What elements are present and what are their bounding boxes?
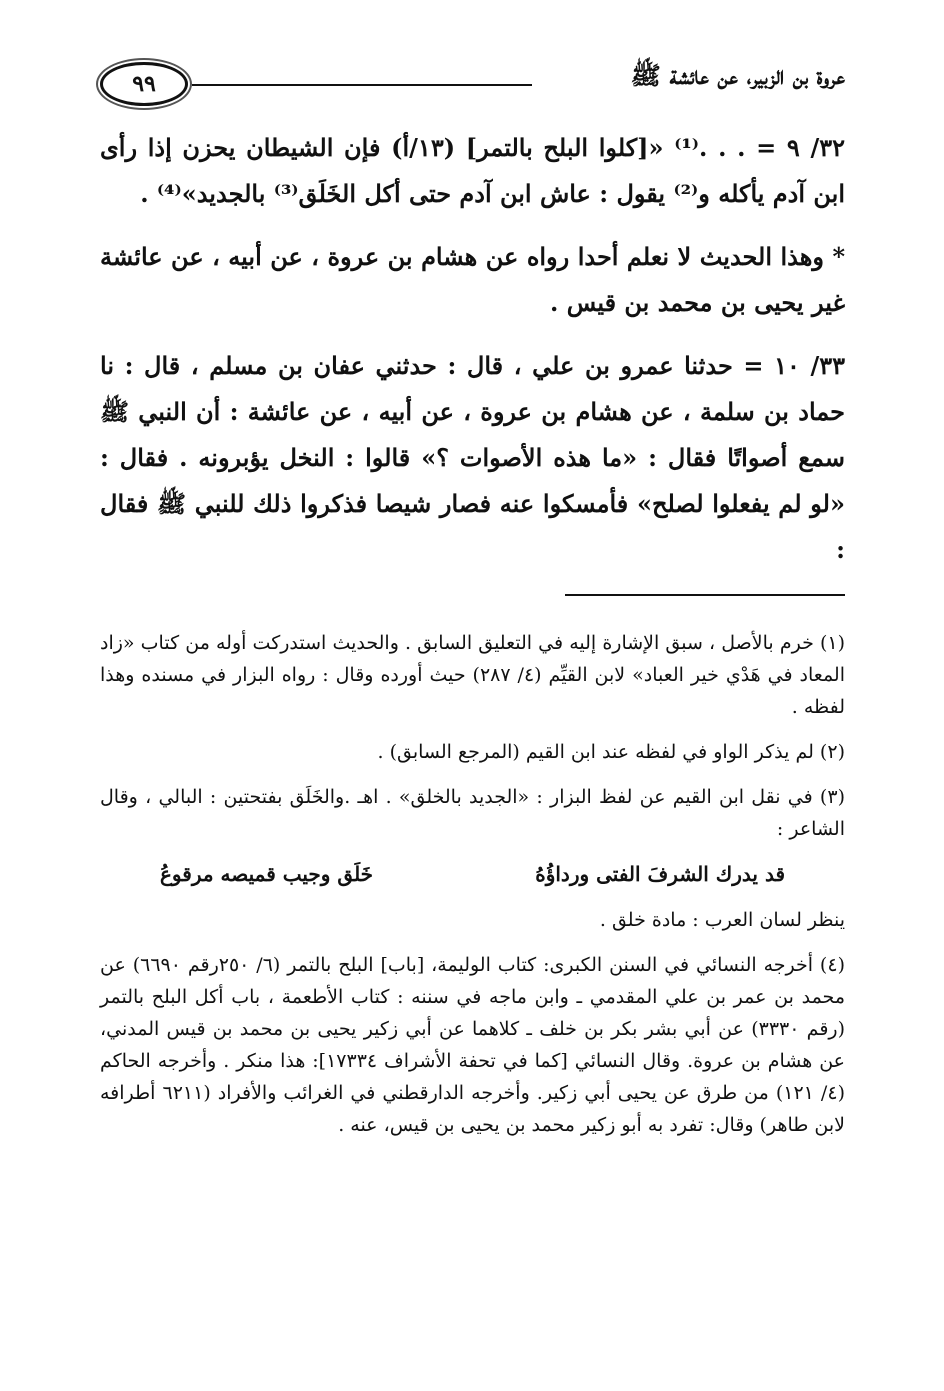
footnote-3: (٣) في نقل ابن القيم عن لفظ البزار : «الجديد بالخلق» . اهـ .والخَلَق بفتحتين : البالي ، وقال الشاعر :: [100, 786, 845, 840]
footnote-2: (٢) لم يذكر الواو في لفظه عند ابن القيم (المرجع السابق) .: [377, 741, 845, 763]
page-header: [100, 50, 845, 110]
hadith-33: ٣٣/ ١٠ = حدثنا عمرو بن علي ، قال : حدثني عفان بن مسلم ، قال : نا حماد بن سلمة ، عن هشام بن عروة ، عن أبيه ، عن عائشة : أن النبي ﷺ سمع أصواتًا فقال : «ما هذه الأصوات ؟» قالوا : النخل يؤبرونه . فقال : «لو لم يفعلوا لصلح» فأمسكوا عنه فصار شيصا فذكروا ذلك للنبي ﷺ فقال :: [100, 351, 846, 564]
footnotes: [100, 627, 845, 1154]
footnote-4: (٤) أخرجه النسائي في السنن الكبرى: كتاب الوليمة، [باب] البلح بالتمر (٦/ ٢٥٠رقم ٦٦٩٠) عن محمد بن عمر بن علي المقدمي ـ وابن ماجه في سننه : كتاب الأطعمة ، باب أكل البلح بالتمر (رقم ٣٣٣٠) عن أبي بشر بكر بن خلف ـ كلاهما عن أبي زكير يحيى بن محمد بن قيس المدني، عن هشام بن عروة. وقال النسائي [كما في تحفة الأشراف ١٧٣٣٤]: هذا منكر . وأخرجه الحاكم (٤/ ١٢١) من طرق عن يحيى أبي زكير. وأخرجه الدارقطني في الغرائب والأفراد (٦٢١١ أطرافه لابن طاهر) وقال: تفرد به أبو زكير محمد بن يحيى بن قيس، عنه .: [100, 954, 845, 1136]
running-title: عروة بن الزبير، عن عائشة ﷺ: [630, 61, 845, 90]
footnote-3-reference: ينظر لسان العرب : مادة خلق .: [599, 909, 845, 931]
hadith-32: ٣٢/ ٩ = . . .⁽¹⁾ «[كلوا البلح بالتمر] (١٣/أ) فإن الشيطان يحزن إذا رأى ابن آدم يأكله و⁽²⁾ يقول : عاش ابن آدم حتى أكل الخَلَق⁽³⁾ بالجديد»⁽⁴⁾ .: [100, 133, 846, 208]
commentary-paragraph: * وهذا الحديث لا نعلم أحدا رواه عن هشام بن عروة ، عن أبيه ، عن عائشة غير يحيى بن محمد بن قيس .: [100, 242, 845, 317]
poetry-verse: [160, 858, 785, 890]
main-text: [100, 125, 845, 590]
footnote-1: (١) خرم بالأصل ، سبق الإشارة إليه في التعليق السابق . والحديث استدركت أوله من كتاب «زاد المعاد في هَدْي خير العباد» لابن القيِّم (٤/ ٢٨٧) حيث أورده وقال : رواه البزار في مسنده وهذا لفظه .: [100, 632, 845, 718]
verse-second-hemistich: خَلَق وجيب قميصه مرقوعُ: [160, 862, 374, 886]
header-rule: [192, 84, 532, 86]
page-number: ٩٩: [132, 71, 156, 97]
page-number-badge: [100, 62, 188, 106]
footnote-separator: [565, 594, 845, 596]
verse-first-hemistich: قد يدرك الشرفَ الفتى ورداؤُهُ: [535, 862, 785, 886]
